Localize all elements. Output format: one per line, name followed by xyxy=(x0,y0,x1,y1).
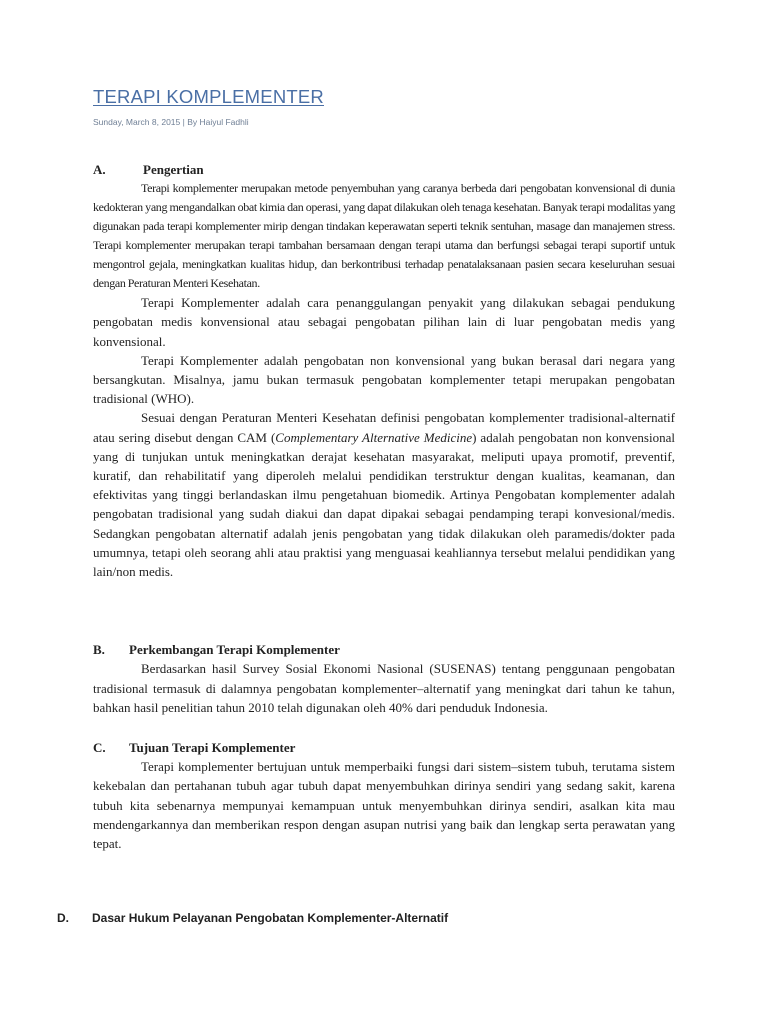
section-c-heading xyxy=(93,738,675,757)
section-d-letter: D. xyxy=(57,911,69,925)
section-a-title: Pengertian xyxy=(143,162,204,177)
section-a-paragraph-4 xyxy=(93,408,675,581)
section-a-heading xyxy=(93,160,675,179)
section-b-title: Perkembangan Terapi Komplementer xyxy=(129,642,340,658)
section-d-title: Dasar Hukum Pelayanan Pengobatan Komplementer-Alternatif xyxy=(92,911,449,925)
section-a-letter: A. xyxy=(93,162,106,177)
section-c-title: Tujuan Terapi Komplementer xyxy=(129,740,296,756)
section-a-paragraph-1: Terapi komplementer merupakan metode penyembuhan yang caranya berbeda dari pengobatan konvensional di dunia kedokteran yang mengandalkan obat kimia dan operasi, yang dapat dilakukan oleh tenaga kesehatan. Banyak terapi modalitas yang digunakan pada terapi komplementer mirip dengan tindakan keperawatan seperti teknik sentuhan, masage dan manajemen stress. Terapi komplementer merupakan terapi tambahan bersamaan dengan terapi utama dan berfungsi sebagai terapi suportif untuk mengontrol gejala, meningkatkan kualitas hidup, dan berkontribusi terhadap penatalaksanaan pasien secara keseluruhan sesuai dengan Peraturan Menteri Kesehatan. xyxy=(93,181,675,291)
spacer xyxy=(93,581,675,640)
section-d-heading xyxy=(57,911,448,925)
section-c-letter: C. xyxy=(93,740,106,756)
section-a-paragraph-3: Terapi Komplementer adalah pengobatan non konvensional yang bukan berasal dari negara yang bersangkutan. Misalnya, jamu bukan termasuk pengobatan komplementer tetapi merupakan pengobatan tradisional (WHO). xyxy=(93,352,675,407)
section-a-paragraph-2: Terapi Komplementer adalah cara penanggulangan penyakit yang dilakukan sebagai pendukung pengobatan medis konvensional atau sebagai pengobatan pilihan lain di luar pengobatan medis yang konvensional. xyxy=(93,295,675,349)
section-b-heading xyxy=(93,640,675,659)
section-b-paragraph-1: Berdasarkan hasil Survey Sosial Ekonomi Nasional (SUSENAS) tentang penggunaan pengobatan tradisional termasuk di dalamnya pengobatan komplementer–alternatif yang meningkat dari tahun ke tahun, bahkan hasil penelitian tahun 2010 telah digunakan oleh 40% dari penduduk Indonesia. xyxy=(93,661,675,715)
cam-term: Complementary Alternative Medicine xyxy=(275,429,473,445)
section-a-p4-after: ) adalah pengobatan non konvensional yang di tunjukan untuk meningkatkan derajat kesehatan masyarakat, meliputi upaya promotif, preventif, kuratif, dan rehabilitatif yang diperoleh melalui pendidikan terstruktur dengan kualitas, keamanan, dan efektivitas yang tinggi berlandaskan ilmu pengetahuan biomedik. Artinya Pengobatan komplementer adalah pengobatan tradisional yang sudah diakui dan dapat dipakai sebagai pendamping terapi konvesional/medis. Sedangkan pengobatan alternatif adalah jenis pengobatan yang tidak dilakukan oleh paramedis/dokter pada umumnya, tetapi oleh seorang ahli atau praktisi yang menguasai keahliannya tersebut melalui pendidikan yang lain/non medis. xyxy=(93,429,675,580)
section-a-p4-before: Sesuai dengan Peraturan Menteri Kesehatan definisi pengobatan komplementer tradisional-alternatif atau sering disebut dengan CAM ( xyxy=(93,410,675,445)
document-title: TERAPI KOMPLEMENTER xyxy=(93,86,324,107)
spacer xyxy=(93,717,675,738)
section-b-letter: B. xyxy=(93,642,105,658)
document-body xyxy=(93,160,675,853)
post-meta: Sunday, March 8, 2015 | By Haiyul Fadhli xyxy=(93,117,249,127)
section-c-paragraph-1: Terapi komplementer bertujuan untuk memperbaiki fungsi dari sistem–sistem tubuh, terutama sistem kekebalan dan pertahanan tubuh agar tubuh dapat menyembuhkan dirinya sendiri yang sedang sakit, karena tubuh kita sebenarnya mempunyai kemampuan untuk menyembuhkan dirinya sendiri, asalkan kita mau mendengarkannya dan memberikan respon dengan asupan nutrisi yang baik dan lengkap serta perawatan yang tepat. xyxy=(93,759,675,852)
